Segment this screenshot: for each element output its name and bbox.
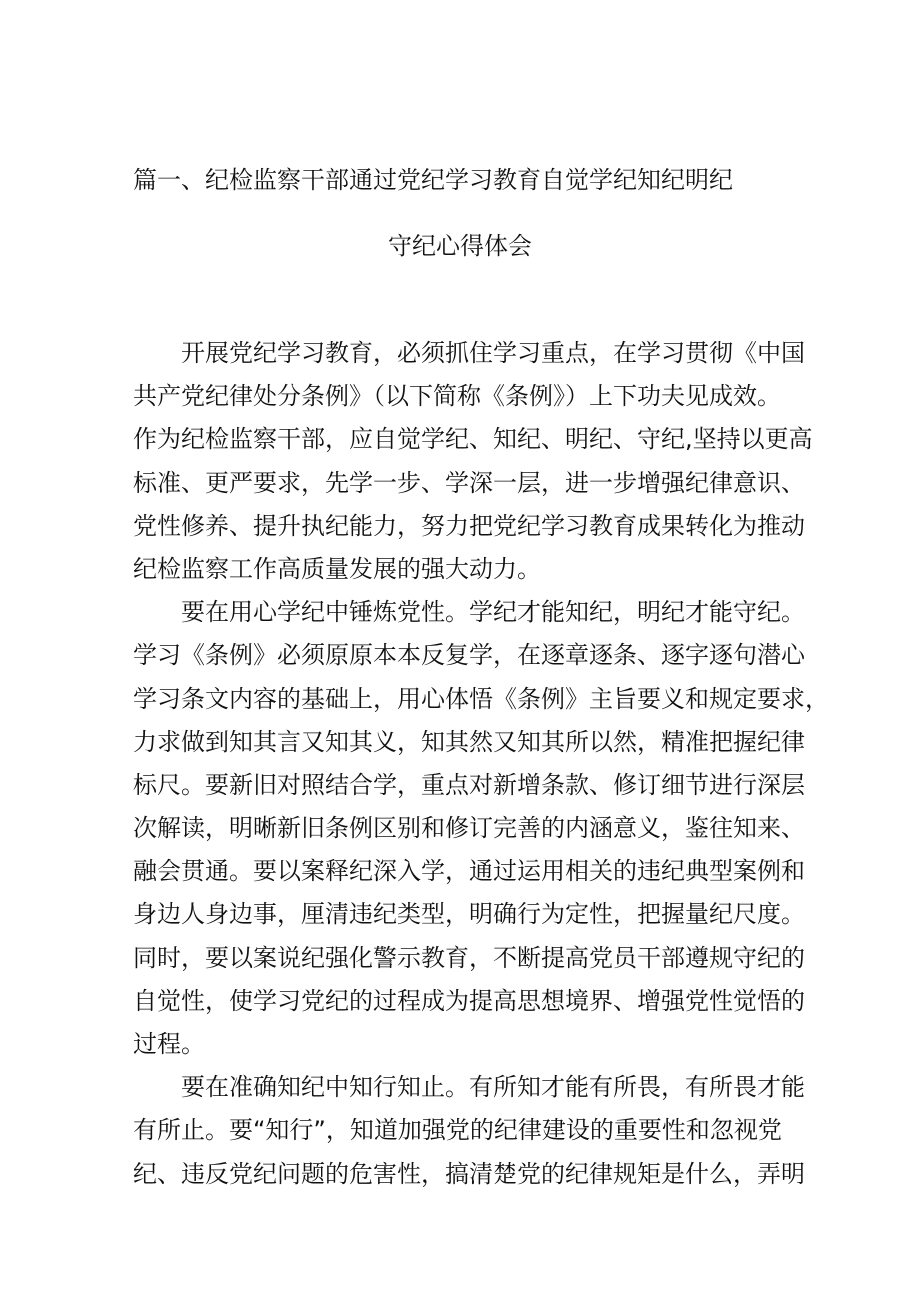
text-line: 作为纪检监察干部，应自觉学纪、知纪、明纪、守纪,坚持以更高 xyxy=(133,425,813,454)
paragraph-2 xyxy=(133,591,829,1066)
text-line: 同时，要以案说纪强化警示教育，不断提高党员干部遵规守纪的 xyxy=(133,943,805,972)
text-line: 共产党纪律处分条例》（以下简称《条例》）上下功夫见成效。 xyxy=(133,382,781,411)
paragraph-3 xyxy=(133,1066,805,1196)
text-line: 标准、更严要求，先学一步、学深一层，进一步增强纪律意识、 xyxy=(133,468,805,497)
text-line: 融会贯通。要以案释纪深入学，通过运用相关的违纪典型案例和 xyxy=(133,857,805,886)
document-title-line-1: 篇一、纪检监察干部通过党纪学习教育自觉学纪知纪明纪 xyxy=(133,166,733,194)
text-line: 自觉性，使学习党纪的过程成为提高思想境界、增强党性觉悟的 xyxy=(133,986,805,1015)
text-line: 开展党纪学习教育，必须抓住学习重点，在学习贯彻《中国 xyxy=(181,339,805,367)
text-line: 纪检监察工作高质量发展的强大动力。 xyxy=(133,554,541,583)
text-line: 要在用心学纪中锤炼党性。学纪才能知纪，明纪才能守纪。 xyxy=(181,598,805,627)
text-line: 标尺。要新旧对照结合学，重点对新增条款、修订细节进行深层 xyxy=(133,770,805,799)
document-title-line-2: 守纪心得体会 xyxy=(388,232,532,260)
document-body xyxy=(133,332,829,1196)
text-line: 学习《条例》必须原原本本反复学，在逐章逐条、逐字逐句潜心 xyxy=(133,641,805,670)
text-line: 有所止。要“知行”，知道加强党的纪律建设的重要性和忽视党 xyxy=(133,1116,782,1145)
text-line: 党性修养、提升执纪能力，努力把党纪学习教育成果转化为推动 xyxy=(133,511,805,540)
text-line: 要在准确知纪中知行知止。有所知才能有所畏，有所畏才能 xyxy=(181,1073,805,1102)
text-line: 纪、违反党纪问题的危害性，搞清楚党的纪律规矩是什么，弄明 xyxy=(133,1159,805,1188)
text-line: 身边人身边事，厘清违纪类型，明确行为定性，把握量纪尺度。 xyxy=(133,900,805,929)
text-line: 学习条文内容的基础上，用心体悟《条例》主旨要义和规定要求， xyxy=(133,684,829,713)
text-line: 过程。 xyxy=(133,1030,205,1058)
paragraph-1 xyxy=(133,332,813,591)
text-line: 力求做到知其言又知其义，知其然又知其所以然，精准把握纪律 xyxy=(133,727,805,756)
text-line: 次解读，明晰新旧条例区别和修订完善的内涵意义，鉴往知来、 xyxy=(133,814,805,843)
